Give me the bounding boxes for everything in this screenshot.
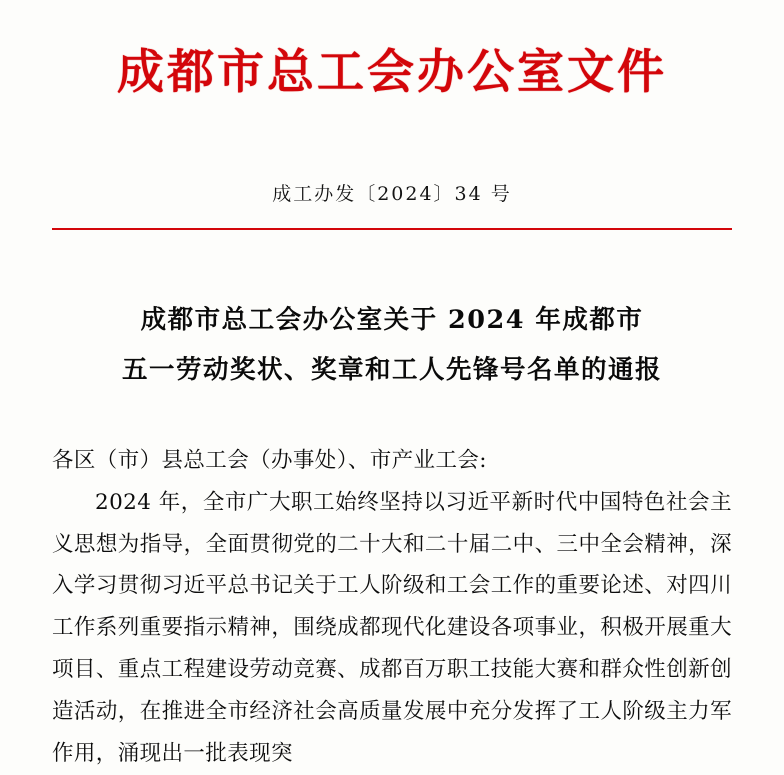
document-subject-title <box>0 296 784 395</box>
document-paragraph-1: 2024 年，全市广大职工始终坚持以习近平新时代中国特色社会主义思想为指导，全面贯彻党的二十大和二十届二中、三中全会精神，深入学习贯彻习近平总书记关于工人阶级和工会工作的重要论述、对四川工作系列重要指示精神，围绕成都现代化建设各项事业，积极开展重大项目、重点工程建设劳动竞赛、成都百万职工技能大赛和群众性创新创造活动，在推进全市经济社会高质量发展中充分发挥了工人阶级主力军作用，涌现出一批表现突 <box>52 489 732 767</box>
document-body <box>0 440 784 775</box>
red-divider-rule <box>52 228 732 231</box>
document-number: 成工办发〔2024〕34 号 <box>272 182 512 205</box>
document-subject-line-2: 五一劳动奖状、奖章和工人先锋号名单的通报 <box>121 354 662 385</box>
document-header-title: 成都市总工会办公室文件 <box>117 45 667 100</box>
document-subject-line-1: 成都市总工会办公室关于 2024 年成都市 <box>140 305 644 336</box>
document-header <box>0 0 784 103</box>
document-salutation: 各区（市）县总工会（办事处）、市产业工会: <box>52 447 487 473</box>
